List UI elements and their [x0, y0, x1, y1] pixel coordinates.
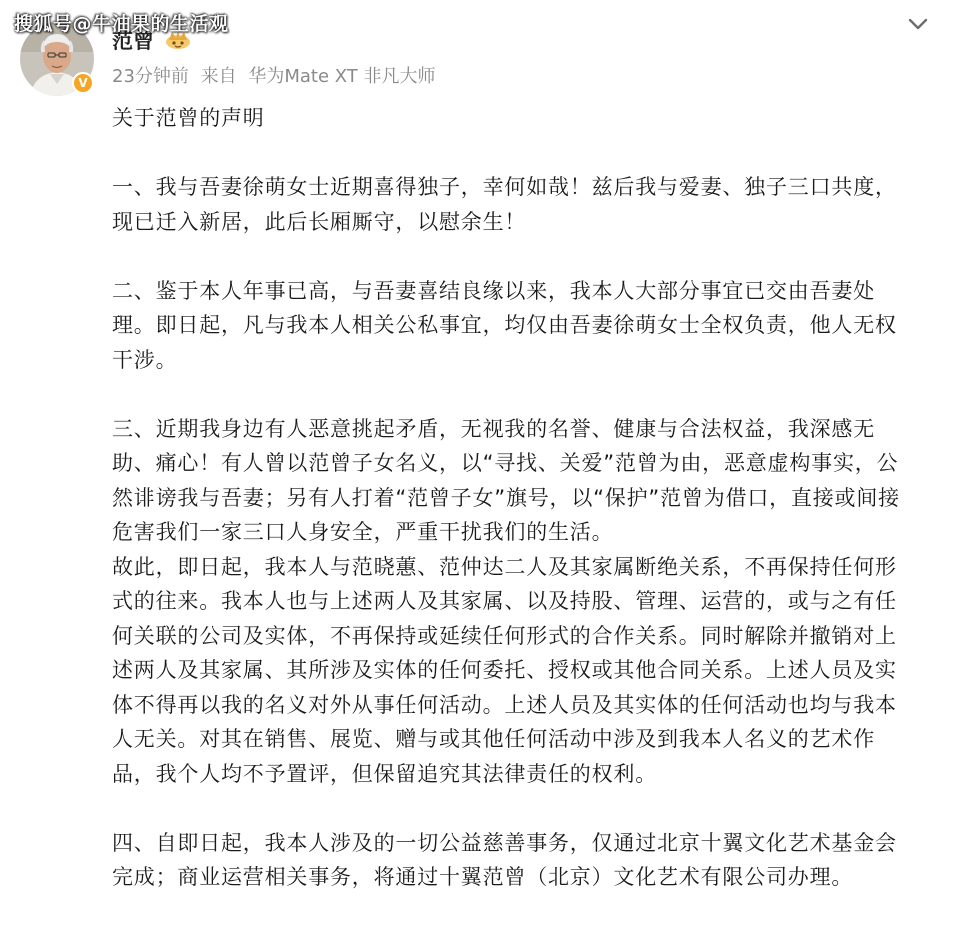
source-prefix: 来自: [200, 66, 237, 87]
paragraph-3-line: 然诽谤我与吾妻；另有人打着“范曾子女”旗号，以“保护”范曾为借口，直接或间接: [112, 485, 900, 510]
paragraph-2-line: 二、鉴于本人年事已高，与吾妻喜结良缘以来，我本人大部分事宜已交由吾妻处: [112, 278, 875, 303]
source-device[interactable]: 华为Mate XT 非凡大师: [248, 66, 436, 87]
post-time: 23分钟前: [112, 66, 189, 87]
author-name[interactable]: 范曾: [112, 29, 154, 53]
paragraph-3-line: 式的往来。我本人也与上述两人及其家属、以及持股、管理、运营的，或与之有任: [112, 589, 897, 613]
paragraph-4-line: 四、自即日起，我本人涉及的一切公益慈善事务，仅通过北京十翼文化艺术基金会: [112, 830, 897, 855]
paragraph-3-line: 何关联的公司及实体，不再保持或延续任何形式的合作关系。同时解除并撤销对上: [112, 623, 897, 648]
chevron-down-icon[interactable]: [905, 14, 931, 34]
paragraph-2-line: 干涉。: [112, 347, 178, 372]
paragraph-3-line: 品，我个人均不予置评，但保留追究其法律责任的权利。: [112, 761, 657, 786]
paragraph-2-line: 理。即日起，凡与我本人相关公私事宜，均仅由吾妻徐萌女士全权负责，他人无权: [112, 313, 897, 337]
post-content: [112, 101, 942, 895]
paragraph-3-line: 体不得再以我的名义对外从事任何活动。上述人员及其实体的任何活动也均与我本: [112, 692, 897, 717]
paragraph-3-line: 三、近期我身边有人恶意挑起矛盾，无视我的名誉、健康与合法权益，我深感无: [112, 416, 875, 441]
paragraph-3-line: 助、痛心！有人曾以范曾子女名义，以“寻找、关爱”范曾为由，恶意虚构事实，公: [112, 451, 899, 475]
paragraph-1-line: 现已迁入新居，此后长厢厮守，以慰余生！: [112, 209, 527, 234]
paragraph-3-line: 人无关。对其在销售、展览、赠与或其他任何活动中涉及到我本人名义的艺术作: [112, 727, 875, 751]
verified-badge-icon: V: [72, 72, 94, 94]
paragraph-4-line: 完成；商业运营相关事务，将通过十翼范曾（北京）文化艺术有限公司办理。: [112, 865, 854, 889]
paragraph-3-line: 述两人及其家属、其所涉及实体的任何委托、授权或其他合同关系。上述人员及实: [112, 658, 897, 682]
paragraph-1-line: 一、我与吾妻徐萌女士近期喜得独子，幸何如哉！兹后我与爱妻、独子三口共度，: [112, 175, 897, 199]
watermark: 搜狐号@牛油果的生活观: [14, 13, 229, 35]
post-meta: [112, 62, 442, 88]
paragraph-3-line: 故此，即日起，我本人与范晓蕙、范仲达二人及其家属断绝关系，不再保持任何形: [112, 554, 897, 579]
statement-title: 关于范曾的声明: [112, 106, 265, 130]
paragraph-3-line: 危害我们一家三口人身安全，严重干扰我们的生活。: [112, 520, 614, 544]
